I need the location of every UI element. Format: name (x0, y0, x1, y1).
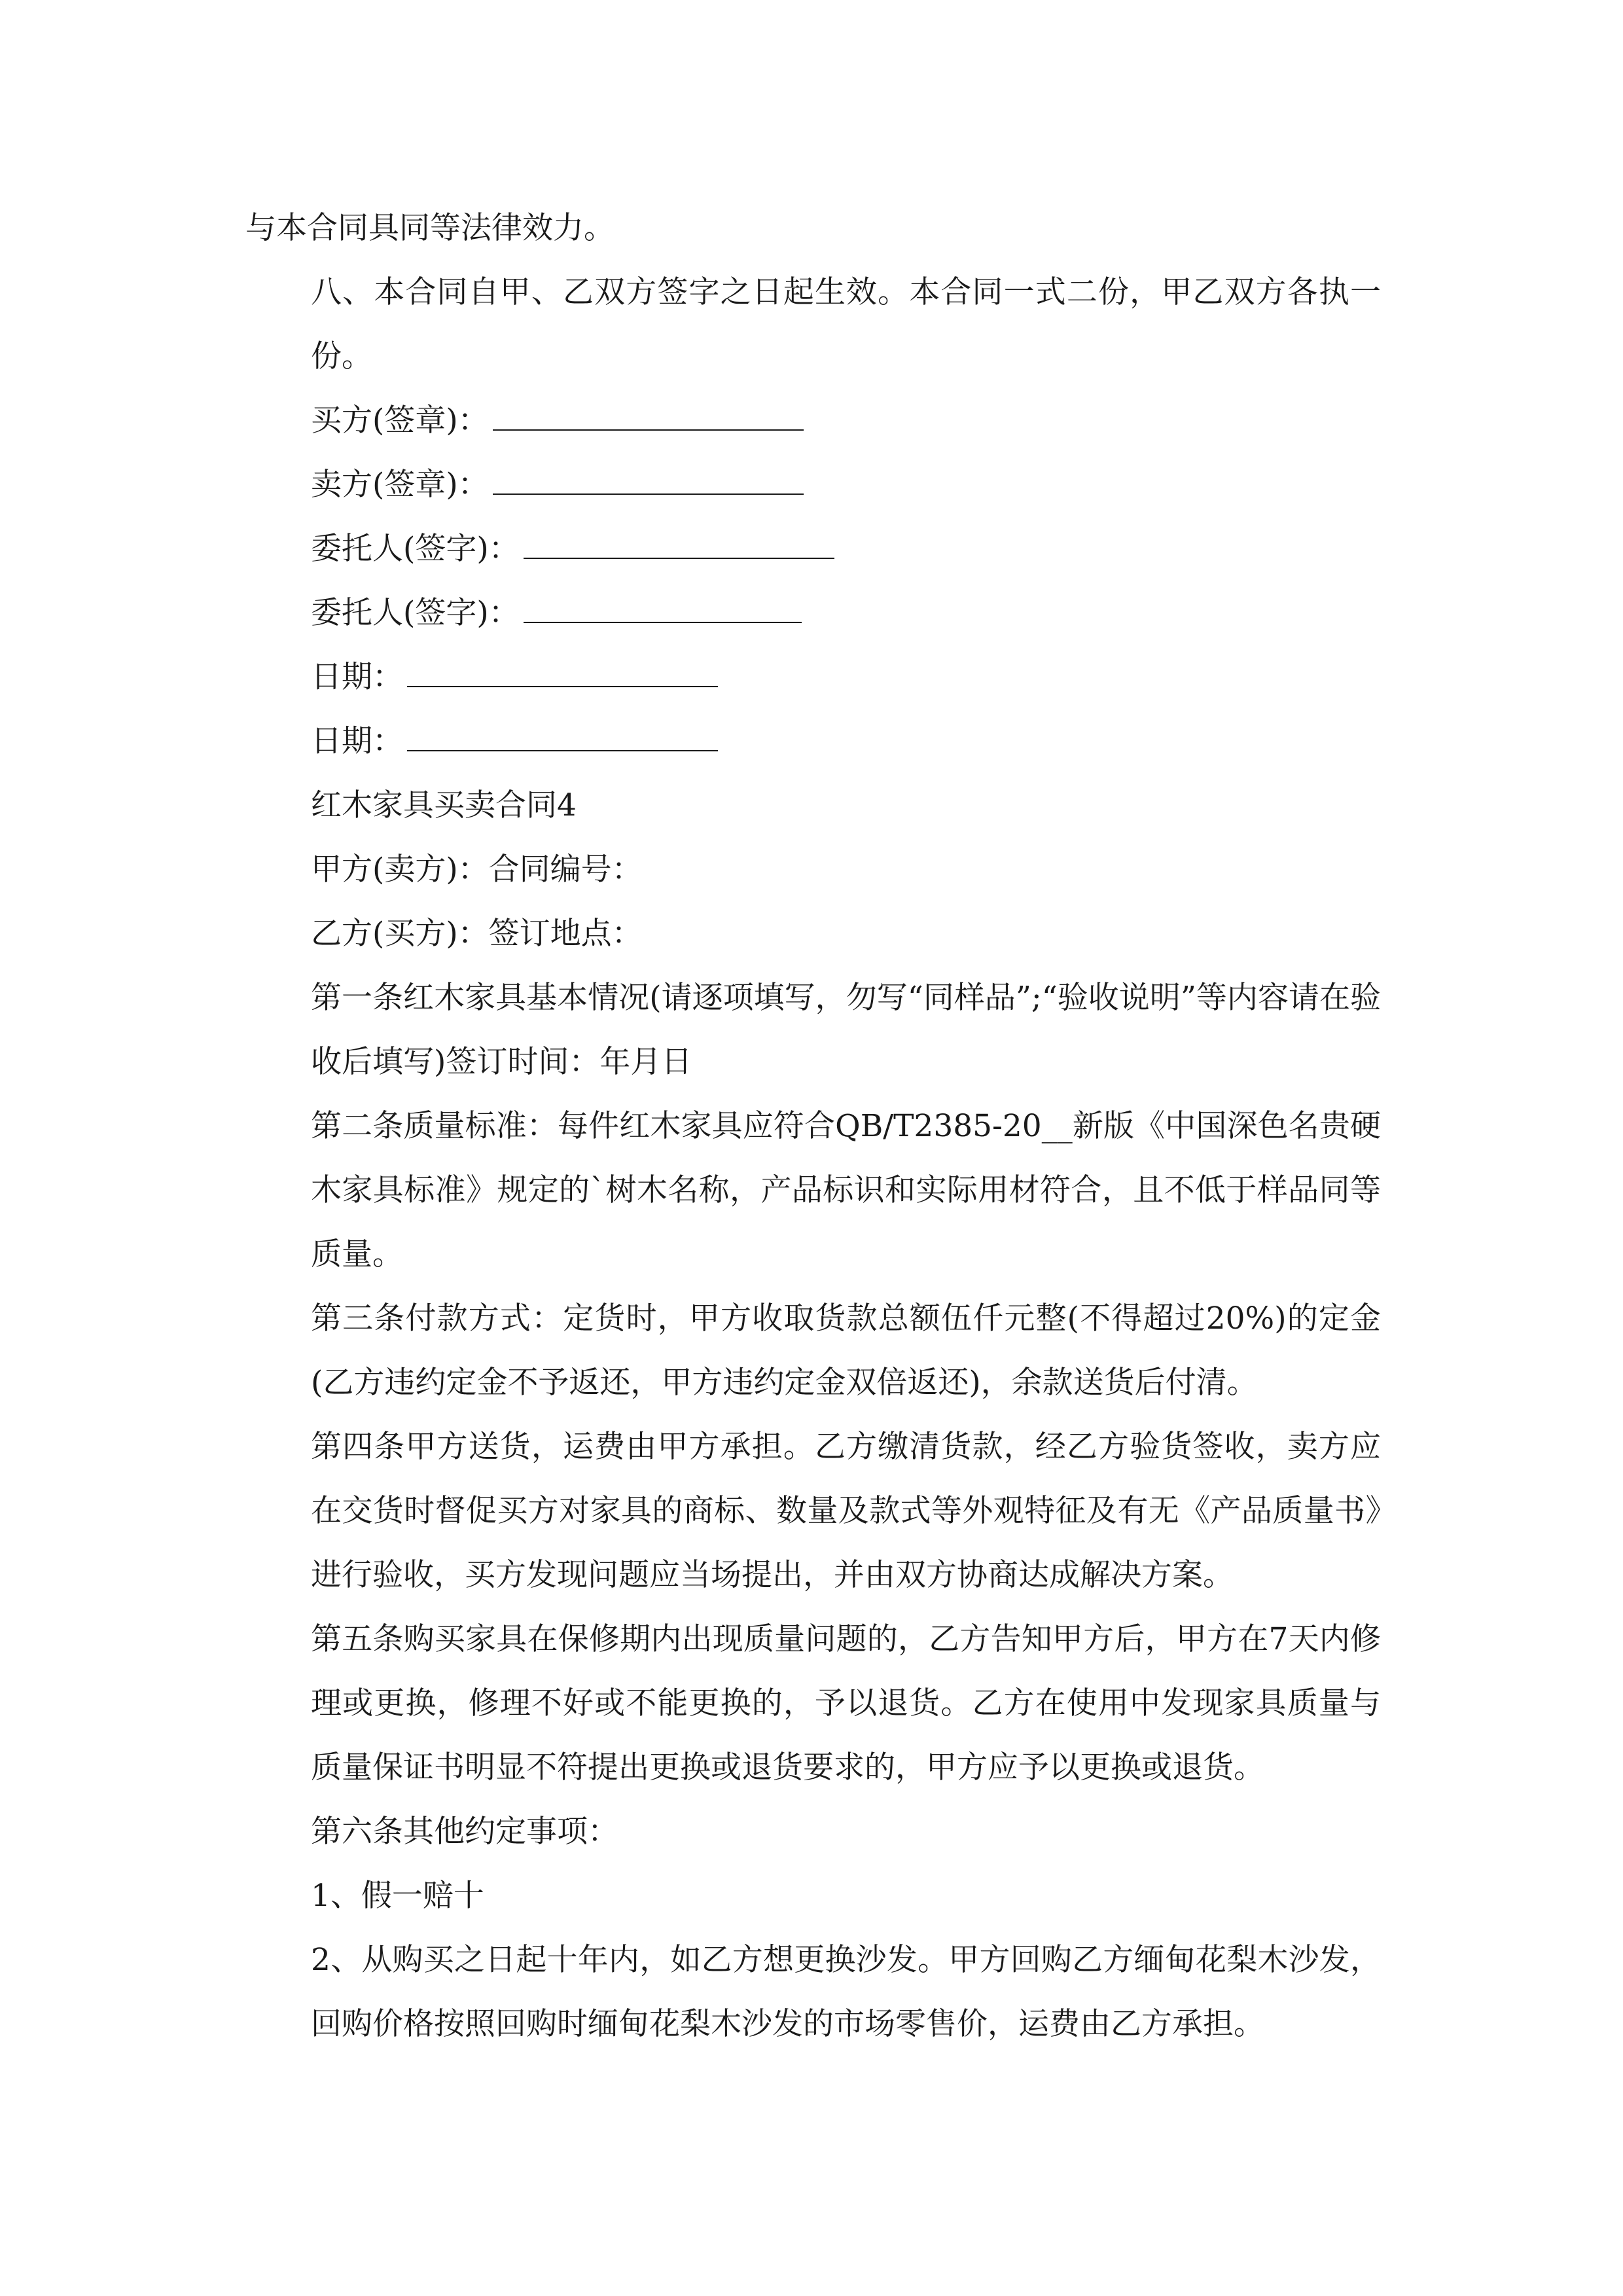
signature-agent-line-1 (524, 529, 834, 559)
article-one: 第一条红木家具基本情况(请逐项填写，勿写“同样品”;“验收说明”等内容请在验收后填写)签订时间：年月日 (311, 980, 1381, 1080)
signature-seller-row (245, 453, 1381, 517)
signature-buyer-row (245, 389, 1381, 453)
signature-agent-label-2: 委托人(签字)： (311, 595, 520, 631)
article-five: 第五条购买家具在保修期内出现质量问题的，乙方告知甲方后，甲方在7天内修理或更换，修理不好或不能更换的，予以退货。乙方在使用中发现家具质量与质量保证书明显不符提出更换或退货要求的，甲方应予以更换或退货。 (311, 1621, 1381, 1785)
date-row-2 (245, 709, 1381, 774)
article-two: 第二条质量标准：每件红木家具应符合QB/T2385-20__新版《中国深色名贵硬木家具标准》规定的`树木名称，产品标识和实际用材符合，且不低于样品同等质量。 (311, 1108, 1381, 1272)
signature-buyer-line (493, 401, 804, 431)
date-row-1 (245, 645, 1381, 709)
signature-agent-row-2 (245, 581, 1381, 645)
signature-agent-row-1 (245, 517, 1381, 581)
signature-buyer-label: 买方(签章)： (311, 403, 489, 439)
signature-agent-label-1: 委托人(签字)： (311, 531, 520, 567)
article-six-item-1: 1、假一赔十 (311, 1878, 484, 1914)
contract-title: 红木家具买卖合同4 (311, 787, 577, 823)
article-four: 第四条甲方送货，运费由甲方承担。乙方缴清货款，经乙方验货签收，卖方应在交货时督促买方对家具的商标、数量及款式等外观特征及有无《产品质量书》进行验收，买方发现问题应当场提出，并由双方协商达成解决方案。 (311, 1429, 1381, 1593)
date-line-1 (407, 657, 718, 687)
paragraph-continuation: 与本合同具同等法律效力。 (245, 210, 615, 246)
signature-agent-line-2 (524, 593, 802, 623)
party-a-line: 甲方(卖方)：合同编号： (311, 852, 643, 888)
document-body (245, 196, 1381, 2056)
date-label-1: 日期： (311, 659, 403, 695)
signature-seller-label: 卖方(签章)： (311, 467, 489, 503)
date-label-2: 日期： (311, 723, 403, 759)
article-three: 第三条付款方式：定货时，甲方收取货款总额伍仟元整(不得超过20%)的定金(乙方违约定金不予返还，甲方违约定金双倍返还)，余款送货后付清。 (311, 1300, 1381, 1401)
signature-seller-line (493, 465, 804, 495)
date-line-2 (407, 721, 718, 751)
party-b-line: 乙方(买方)：签订地点： (311, 916, 643, 952)
article-six: 第六条其他约定事项： (311, 1814, 618, 1850)
article-six-item-2: 2、从购买之日起十年内，如乙方想更换沙发。甲方回购乙方缅甸花梨木沙发，回购价格按照回购时缅甸花梨木沙发的市场零售价，运费由乙方承担。 (311, 1942, 1381, 2042)
clause-eight: 八、本合同自甲、乙双方签字之日起生效。本合同一式二份，甲乙双方各执一份。 (311, 274, 1381, 374)
